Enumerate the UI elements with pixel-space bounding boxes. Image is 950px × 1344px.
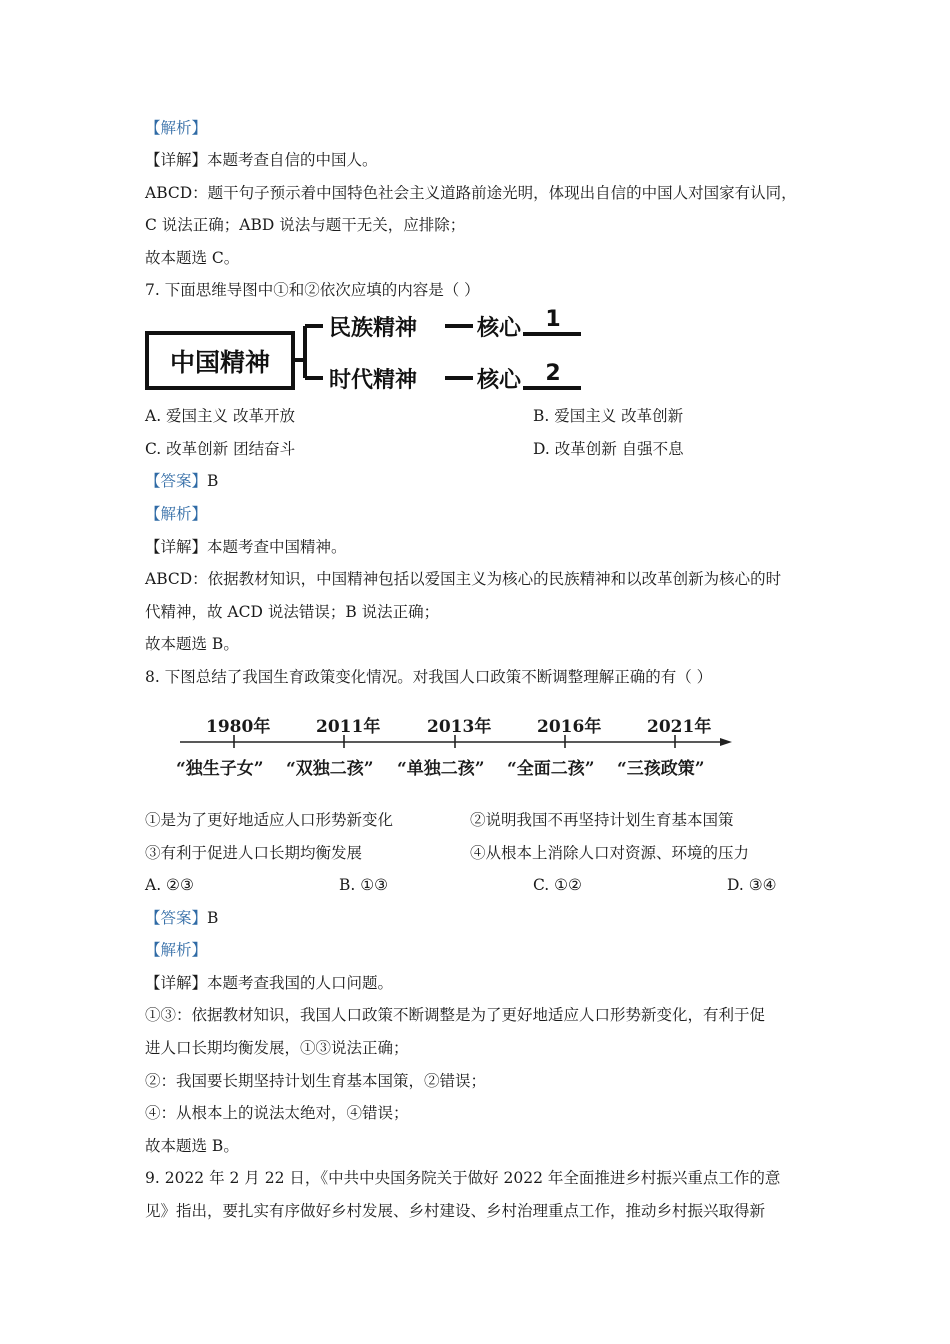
detail-line: 【详解】本题考查自信的中国人。 bbox=[145, 151, 378, 169]
timeline-label: “双独二孩” bbox=[286, 759, 374, 779]
explanation-line: ABCD：题干句子预示着中国特色社会主义道路前途光明，体现出自信的中国人对国家有认同， bbox=[145, 184, 797, 202]
q8-answer bbox=[145, 908, 218, 928]
detail-line: 【详解】本题考查我国的人口问题。 bbox=[145, 974, 394, 992]
q7-option-a: A. 爱国主义 改革开放 bbox=[145, 407, 295, 425]
timeline-year: 2021年 bbox=[647, 717, 712, 737]
mind-map-branch-1: 民族精神 bbox=[329, 316, 418, 341]
timeline-label: “独生子女” bbox=[176, 759, 264, 779]
timeline-label: “三孩政策” bbox=[617, 759, 705, 779]
timeline-year: 1980年 bbox=[206, 717, 271, 737]
q7-option-d: D. 改革创新 自强不息 bbox=[533, 440, 684, 458]
analysis-tag: 【解析】 bbox=[145, 941, 208, 959]
q8-statement-1: ①是为了更好地适应人口形势新变化 bbox=[145, 811, 394, 829]
answer-tag: 【答案】 bbox=[145, 472, 208, 490]
mind-map-bracket bbox=[293, 326, 323, 378]
analysis-tag: 【解析】 bbox=[145, 119, 208, 137]
explanation-line: ②：我国要长期坚持计划生育基本国策，②错误； bbox=[145, 1072, 487, 1090]
conclusion-line: 故本题选 C。 bbox=[145, 249, 240, 267]
timeline-label: “全面二孩” bbox=[507, 759, 595, 779]
q8-statement-4: ④从根本上消除人口对资源、环境的压力 bbox=[470, 844, 750, 862]
detail-line: 【详解】本题考查中国精神。 bbox=[145, 538, 347, 556]
explanation-line: C 说法正确；ABD 说法与题干无关，应排除； bbox=[145, 216, 466, 234]
answer-value: B bbox=[207, 909, 219, 927]
mind-map-mark-2: 2 bbox=[545, 361, 561, 386]
q7-option-b: B. 爱国主义 改革创新 bbox=[533, 407, 684, 425]
q8-option-c: C. ①② bbox=[533, 876, 582, 894]
explanation-line: 代精神，故 ACD 说法错误；B 说法正确； bbox=[145, 603, 440, 621]
explanation-line: ①③：依据教材知识，我国人口政策不断调整是为了更好地适应人口形势新变化，有利于促 bbox=[145, 1006, 766, 1024]
q8-option-b: B. ①③ bbox=[339, 876, 389, 894]
q7-answer bbox=[145, 471, 218, 491]
conclusion-line: 故本题选 B。 bbox=[145, 635, 239, 653]
explanation-line: ④：从根本上的说法太绝对，④错误； bbox=[145, 1104, 409, 1122]
q7-option-c: C. 改革创新 团结奋斗 bbox=[145, 440, 296, 458]
question-9-stem: 9. 2022 年 2 月 22 日，《中共中央国务院关于做好 2022 年全面推进乡村振兴重点工作的意 bbox=[145, 1169, 781, 1187]
mind-map-root: 中国精神 bbox=[169, 348, 271, 377]
explanation-line: ABCD：依据教材知识，中国精神包括以爱国主义为核心的民族精神和以改革创新为核心的时 bbox=[145, 570, 782, 588]
policy-timeline bbox=[170, 712, 740, 778]
q8-option-d: D. ③④ bbox=[727, 876, 777, 894]
answer-value: B bbox=[207, 472, 219, 490]
analysis-tag: 【解析】 bbox=[145, 505, 208, 523]
timeline-year: 2011年 bbox=[316, 717, 381, 737]
timeline-year: 2013年 bbox=[427, 717, 492, 737]
mind-map-branch-2: 时代精神 bbox=[329, 368, 418, 393]
q8-statement-3: ③有利于促进人口长期均衡发展 bbox=[145, 844, 363, 862]
mind-map-mark-1: 1 bbox=[545, 308, 561, 332]
mind-map-core-2: 核心 bbox=[477, 368, 522, 393]
q8-statement-2: ②说明我国不再坚持计划生育基本国策 bbox=[470, 811, 734, 829]
timeline-label: “单独二孩” bbox=[397, 759, 485, 779]
question-8-stem: 8. 下图总结了我国生育政策变化情况。对我国人口政策不断调整理解正确的有（ ） bbox=[145, 668, 713, 686]
answer-tag: 【答案】 bbox=[145, 909, 208, 927]
question-9-stem-cont: 见》指出，要扎实有序做好乡村发展、乡村建设、乡村治理重点工作，推动乡村振兴取得新 bbox=[145, 1202, 766, 1220]
mind-map bbox=[145, 308, 595, 398]
question-7-stem: 7. 下面思维导图中①和②依次应填的内容是（ ） bbox=[145, 281, 480, 299]
timeline-year: 2016年 bbox=[537, 717, 602, 737]
conclusion-line: 故本题选 B。 bbox=[145, 1137, 239, 1155]
mind-map-core-1: 核心 bbox=[477, 316, 522, 341]
q8-option-a: A. ②③ bbox=[145, 876, 194, 894]
explanation-line: 进人口长期均衡发展，①③说法正确； bbox=[145, 1039, 409, 1057]
